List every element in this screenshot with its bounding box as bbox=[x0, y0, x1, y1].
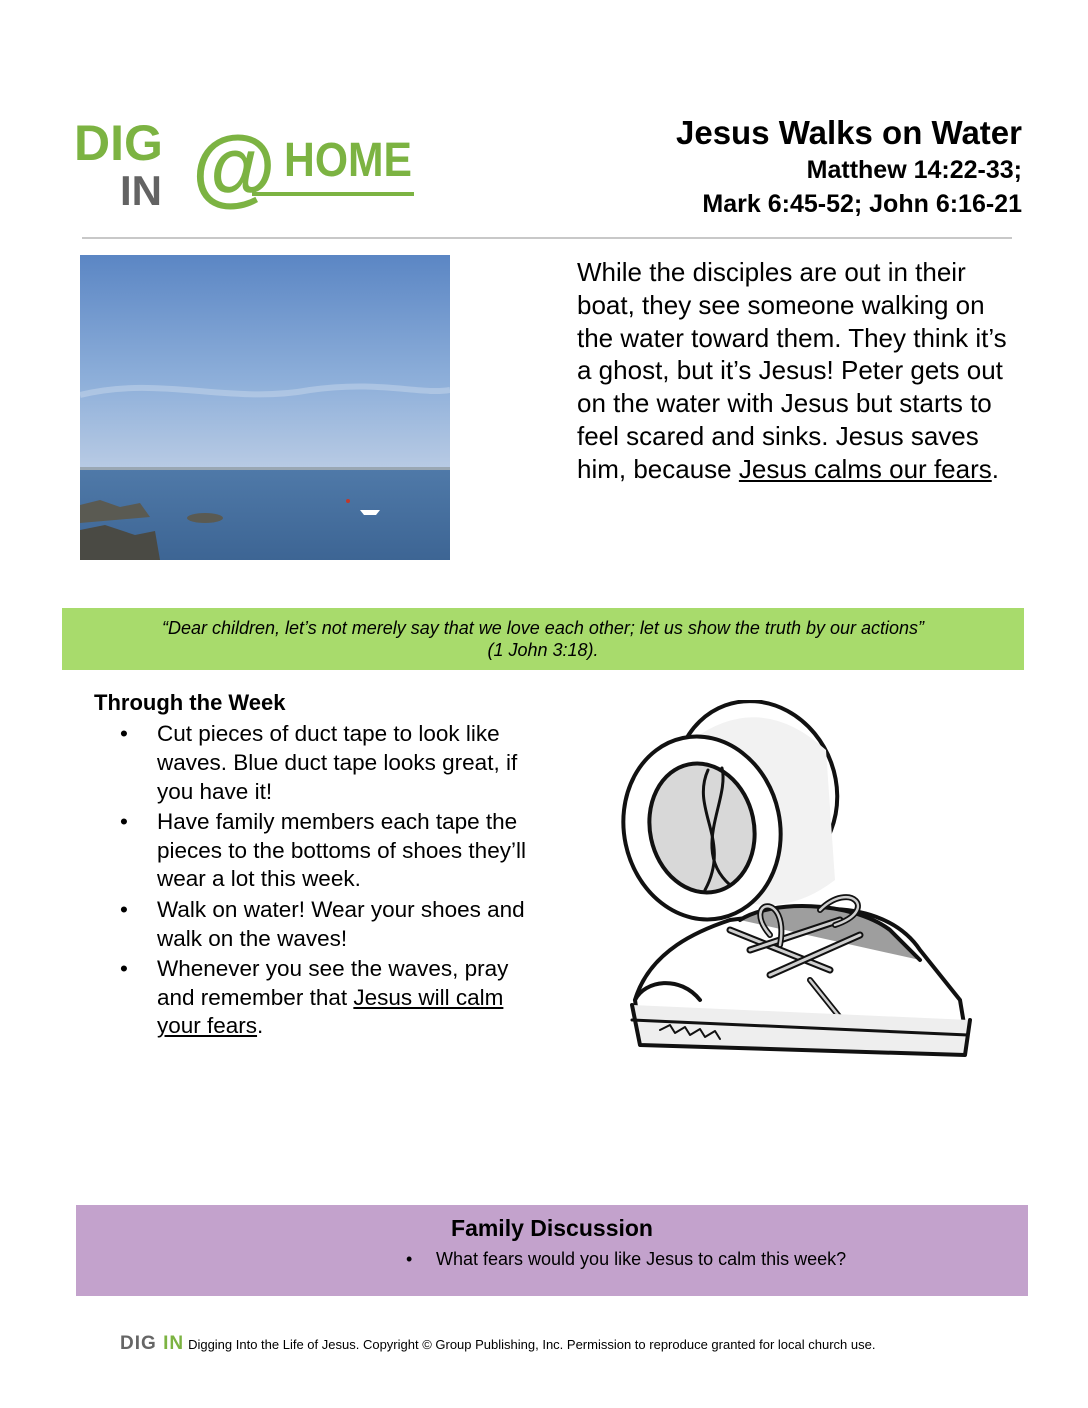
list-item-text: Whenever you see the waves, pray and remember that bbox=[157, 955, 509, 1010]
family-discussion-question: What fears would you like Jesus to calm this week? bbox=[436, 1249, 847, 1269]
family-discussion-title: Family Discussion bbox=[451, 1215, 653, 1241]
list-item-key-point: Jesus will calm your fears bbox=[157, 984, 504, 1039]
list-item-end: . bbox=[257, 1013, 264, 1039]
footer bbox=[120, 1333, 875, 1355]
through-the-week-list bbox=[120, 720, 540, 1043]
list-item bbox=[120, 808, 540, 894]
logo-home: HOME bbox=[284, 134, 412, 187]
summary-text: While the disciples are out in their boat, they see someone walking on the water toward them. They think it’s a ghost, but it’s Jesus! Peter gets out on the water with Jesus but starts to feel scared and sinks. Jesus saves him, because bbox=[577, 257, 1007, 484]
memory-verse bbox=[62, 608, 1024, 661]
bullet-icon: • bbox=[120, 955, 128, 981]
logo-in: IN bbox=[120, 167, 162, 210]
logo-dig: DIG bbox=[74, 115, 163, 171]
story-summary bbox=[577, 256, 1007, 486]
family-discussion-band bbox=[76, 1205, 1028, 1296]
through-the-week-heading: Through the Week bbox=[94, 690, 286, 715]
duct-tape-and-sneaker-illustration bbox=[620, 700, 980, 1080]
header-divider bbox=[82, 237, 1012, 239]
footer-copyright: Digging Into the Life of Jesus. Copyright © Group Publishing, Inc. Permission to reproduce granted for local church use. bbox=[188, 1337, 876, 1352]
ocean-photo bbox=[80, 255, 450, 560]
logo-at: @ bbox=[192, 119, 276, 210]
memory-verse-citation: (1 John 3:18). bbox=[487, 640, 599, 660]
list-item-text: Walk on water! Wear your shoes and walk on the waves! bbox=[157, 896, 525, 951]
bullet-icon: • bbox=[120, 808, 128, 834]
list-item bbox=[120, 720, 540, 806]
bullet-icon: • bbox=[120, 721, 128, 746]
family-discussion-item bbox=[406, 1249, 846, 1270]
scripture-reference-line2: Mark 6:45-52; John 6:16-21 bbox=[702, 190, 1022, 218]
scripture-reference-line1: Matthew 14:22-33; bbox=[806, 156, 1022, 184]
dig-in-home-logo bbox=[74, 110, 419, 210]
list-item bbox=[120, 955, 540, 1041]
page-title: Jesus Walks on Water bbox=[675, 114, 1022, 151]
footer-logo bbox=[120, 1333, 184, 1354]
summary-key-point: Jesus calms our fears bbox=[738, 453, 992, 484]
list-item-text: Cut pieces of duct tape to look like waves. Blue duct tape looks great, if you have it! bbox=[157, 721, 518, 804]
list-item-text: Have family members each tape the pieces to the bottoms of shoes they’ll wear a lot this week. bbox=[157, 808, 526, 892]
footer-logo-dig: DIG bbox=[120, 1333, 157, 1354]
memory-verse-text: “Dear children, let’s not merely say that we love each other; let us show the truth by our actions” bbox=[161, 618, 925, 638]
bullet-icon: • bbox=[406, 1249, 413, 1269]
bullet-icon: • bbox=[120, 896, 128, 922]
footer-logo-in: IN bbox=[163, 1333, 185, 1354]
memory-verse-band bbox=[62, 608, 1024, 670]
summary-end: . bbox=[991, 453, 999, 484]
list-item bbox=[120, 896, 540, 954]
